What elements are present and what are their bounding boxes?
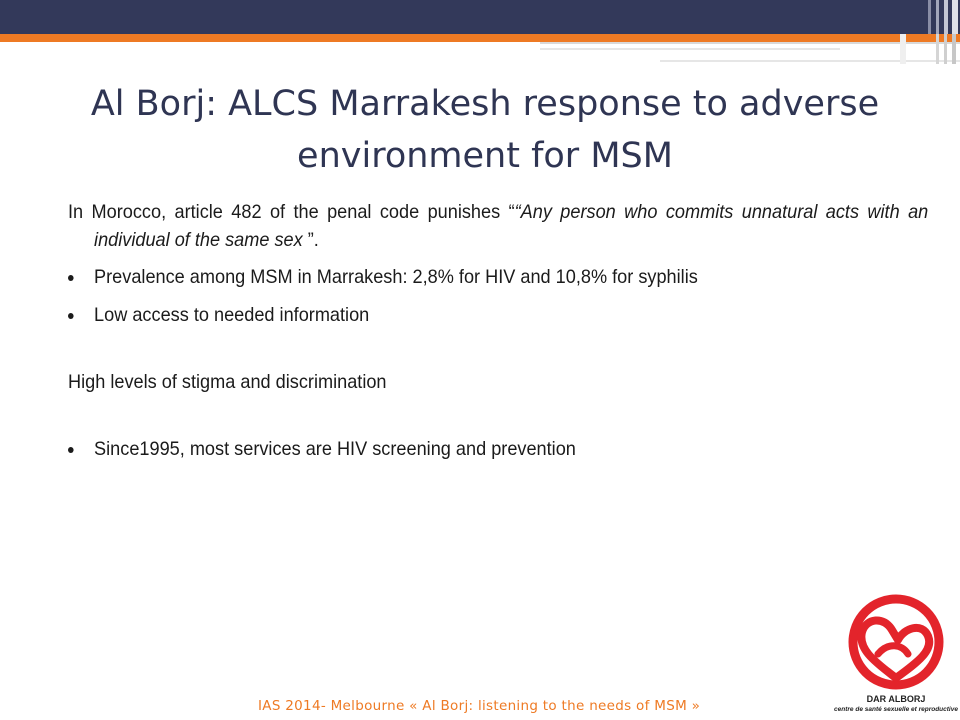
statement-line: High levels of stigma and discrimination (68, 371, 387, 393)
bullet-dot (68, 313, 74, 319)
bullet-dot (68, 447, 74, 453)
bullet-dot (68, 275, 74, 281)
decorative-lines (540, 34, 960, 64)
bullet-item (68, 301, 845, 329)
logo-name: DAR ALBORJ (866, 694, 926, 704)
bullet-text: Low access to needed information (94, 304, 370, 326)
intro-prefix: In Morocco, article 482 of the penal code punishes “ (68, 201, 515, 223)
slide-title: Al Borj: ALCS Marrakesh response to adverse environment for MSM (90, 84, 880, 176)
logo-text (832, 694, 960, 715)
logo-subtitle: centre de santé sexuelle et reproductive (834, 706, 958, 713)
slide-footer: IAS 2014- Melbourne « Al Borj: listening to the needs of MSM » (258, 698, 701, 714)
slide-body (68, 198, 929, 463)
bullet-text: Since1995, most services are HIV screening and prevention (94, 438, 576, 460)
intro-paragraph (68, 198, 928, 254)
bullet-item (68, 263, 845, 291)
bullet-item (68, 435, 845, 463)
top-bar (0, 0, 960, 34)
intro-quote: “Any person who commits unnatural acts with an individual of the same sex (94, 201, 929, 251)
top-bar-stripes (920, 0, 960, 34)
bullet-text: Prevalence among MSM in Marrakesh: 2,8% for HIV and 10,8% for syphilis (94, 266, 698, 288)
intro-suffix: ”. (302, 229, 319, 251)
